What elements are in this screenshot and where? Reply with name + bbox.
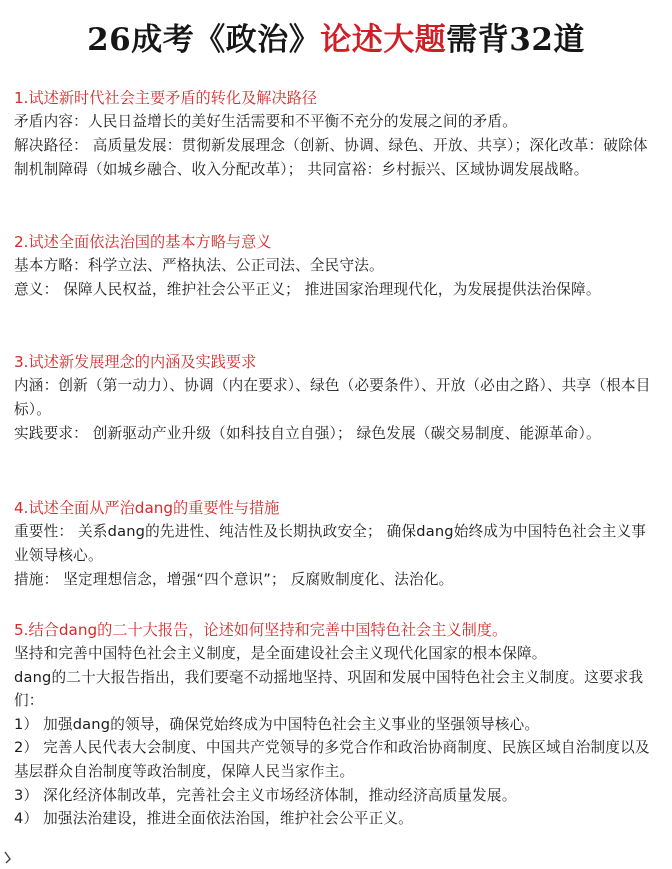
section-heading: 4.试述全面从严治dang的重要性与措施	[14, 499, 280, 517]
section-heading: 5.结合dang的二十大报告，论述如何坚持和完善中国特色社会主义制度。	[14, 621, 508, 639]
section-1	[14, 86, 658, 182]
section-line: 意义： 保障人民权益，维护社会公平正义； 推进国家治理现代化，为发展提供法治保障。	[14, 281, 601, 298]
section-line: 解决路径： 高质量发展：贯彻新发展理念（创新、协调、绿色、开放、共享）；深化改革：破除体制机制障碍（如城乡融合、收入分配改革）； 共同富裕：乡村振兴、区域协调发展战略。	[14, 137, 648, 178]
section-line: 内涵：创新（第一动力）、协调（内在要求）、绿色（必要条件）、开放（必由之路）、共享（根本目标）。	[14, 377, 651, 418]
section-heading: 3.试述新发展理念的内涵及实践要求	[14, 353, 257, 371]
section-heading: 1.试述新时代社会主要矛盾的转化及解决路径	[14, 89, 318, 107]
section-line: 基本方略：科学立法、严格执法、公正司法、全民守法。	[14, 257, 384, 274]
list-item: 1） 加强dang的领导，确保党始终成为中国特色社会主义事业的坚强领导核心。	[14, 715, 540, 733]
section-4	[14, 496, 658, 592]
list-item: 2） 完善人民代表大会制度、中国共产党领导的多党合作和政治协商制度、民族区域自治制度以及基层群众自治制度等政治制度，保障人民当家作主。	[14, 739, 650, 780]
list-item: 3） 深化经济体制改革，完善社会主义市场经济体制，推动经济高质量发展。	[14, 786, 517, 804]
section-3	[14, 350, 658, 446]
corner-mark-icon	[4, 850, 12, 864]
page-title	[14, 0, 658, 58]
section-line: 重要性： 关系dang的先进性、纯洁性及长期执政安全； 确保dang始终成为中国特色社会主义事业领导核心。	[14, 523, 647, 564]
list-item: 4） 加强法治建设，推进全面依法治国，维护社会公平正义。	[14, 810, 413, 828]
section-line: 矛盾内容：人民日益增长的美好生活需要和不平衡不充分的发展之间的矛盾。	[14, 113, 517, 130]
section-2	[14, 230, 658, 302]
section-line: dang的二十大报告指出，我们要毫不动摇地坚持、巩固和发展中国特色社会主义制度。这要求我们：	[14, 668, 644, 710]
section-heading: 2.试述全面依法治国的基本方略与意义	[14, 233, 272, 251]
section-line: 实践要求： 创新驱动产业升级（如科技自立自强）； 绿色发展（碳交易制度、能源革命）。	[14, 425, 601, 442]
section-line: 坚持和完善中国特色社会主义制度，是全面建设社会主义现代化国家的根本保障。	[14, 645, 547, 662]
title-part-1: 26成考《政治》	[87, 22, 321, 58]
section-5	[14, 618, 658, 831]
section-line: 措施： 坚定理想信念，增强“四个意识”； 反腐败制度化、法治化。	[14, 571, 454, 588]
title-part-2: 论述大题	[320, 22, 447, 58]
title-part-3: 需背32道	[446, 22, 585, 58]
